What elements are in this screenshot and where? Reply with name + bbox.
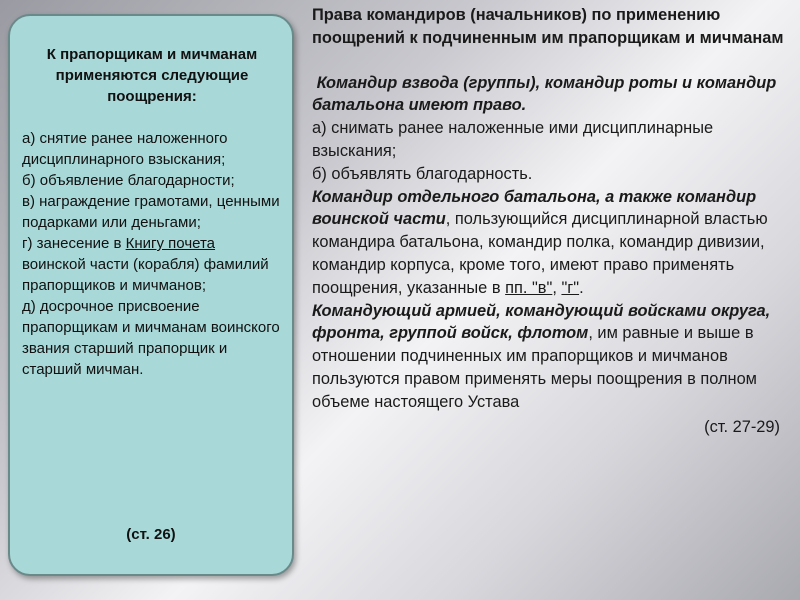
left-heading: К прапорщикам и мичманам применяются следующие поощрения:: [46, 46, 258, 105]
link-pp-v[interactable]: пп. "в": [505, 278, 553, 297]
right-title: Права командиров (начальников) по применению поощрений к подчиненным им прапорщикам и мичманам: [312, 6, 784, 47]
paragraph-platoon: [312, 72, 790, 186]
list-item: [22, 233, 282, 296]
right-reference: (ст. 27-29): [704, 417, 780, 436]
right-item-b: б) объявлять благодарность.: [312, 164, 533, 183]
list-item: б) объявление благодарности;: [22, 172, 235, 189]
honor-book-link[interactable]: Книгу почета: [125, 235, 216, 252]
left-list: [22, 128, 282, 380]
paragraph-army: Командующий армией, командующий войсками округа, фронта, группой войск, флотом, им равные и выше в отношении подчиненных им прапорщиков и мичманов пользуются правом применять меры поощрения в полном объеме настоящего Устава: [312, 301, 771, 411]
link-g[interactable]: "г": [561, 278, 580, 297]
list-item: а) снятие ранее наложенного дисциплинарного взыскания;: [22, 130, 228, 168]
list-item: в) награждение грамотами, ценными подарками или деньгами;: [22, 193, 280, 231]
right-text: [312, 4, 790, 438]
left-panel: [8, 14, 294, 576]
list-item: д) досрочное присвоение прапорщикам и мичманам воинского звания старший прапорщик и старший мичман.: [22, 298, 280, 378]
left-reference: (ст. 26): [126, 526, 176, 543]
item-g-prefix: г) занесение в: [22, 235, 126, 252]
platoon-commanders: Командир взвода (группы), командир роты и командир батальона имеют право.: [312, 73, 777, 115]
right-item-a: а) снимать ранее наложенные ими дисциплинарные взыскания;: [312, 119, 714, 160]
paragraph-battalion: Командир отдельного батальона, а также командир воинской части, пользующийся дисциплинарной властью командира батальона, командир полка, командир дивизии, командир корпуса, кроме того, имеют право применять поощрения, указанные в пп. "в", "г".: [312, 187, 768, 297]
battalion-commanders: Командир отдельного батальона, а также командир воинской части: [312, 187, 757, 229]
army-commanders: Командующий армией, командующий войсками округа, фронта, группой войск, флотом: [312, 301, 771, 343]
item-g-suffix: воинской части (корабля) фамилий прапорщиков и мичманов;: [22, 256, 269, 294]
